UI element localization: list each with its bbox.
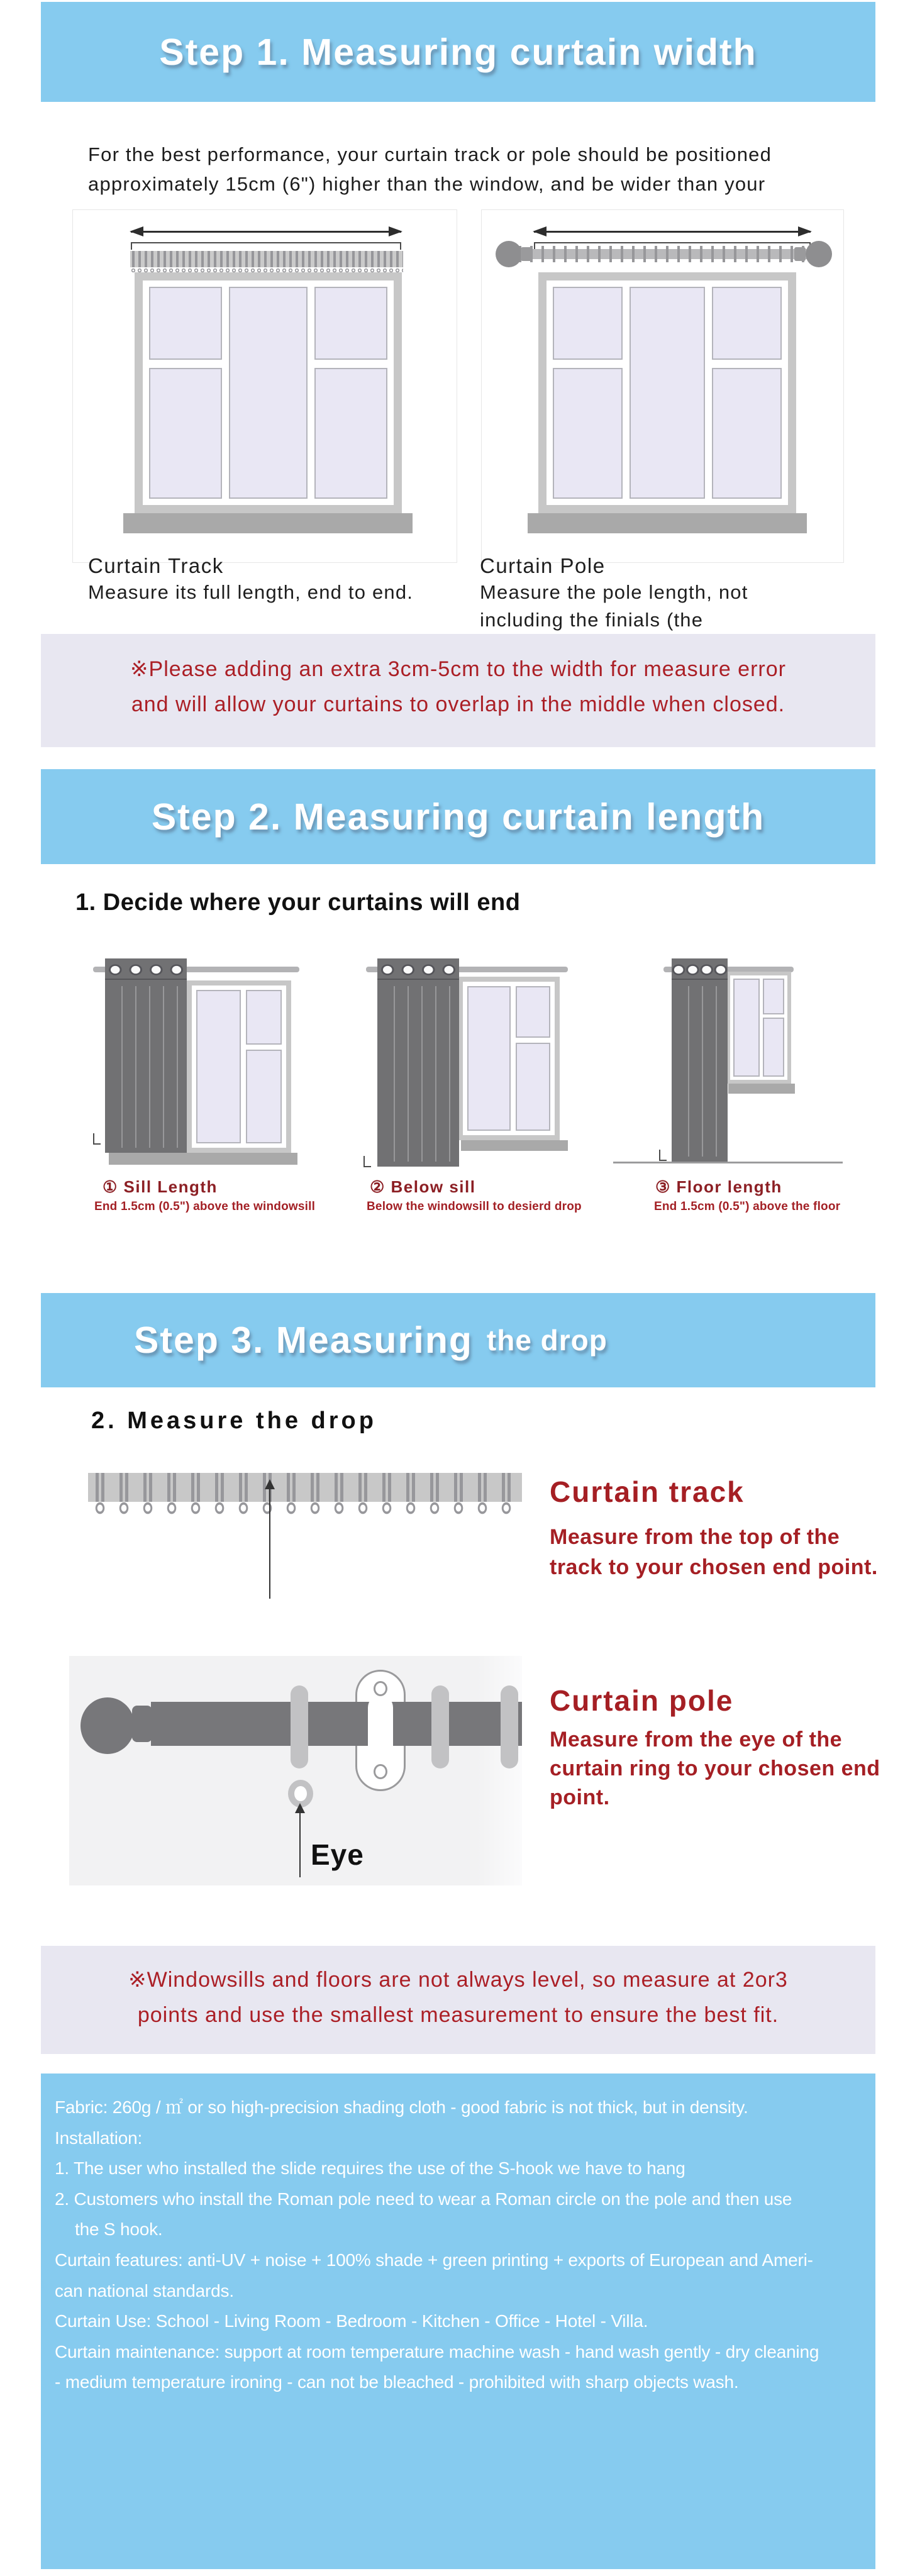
level-note-line2: points and use the smallest measurement to ensure the best fit. <box>137 2003 779 2027</box>
window-pane <box>553 368 623 499</box>
step2-banner <box>41 769 875 864</box>
option1-label: ① Sill Length <box>103 1177 218 1196</box>
window-pane <box>516 1043 550 1131</box>
info-line: Fabric: 260g / ㎡ or so high-precision shading cloth - good fabric is not thick, but in density. <box>55 2097 748 2117</box>
width-note <box>41 634 875 747</box>
option2-label: ② Below sill <box>370 1177 476 1196</box>
window-pane <box>712 287 782 360</box>
window-pane <box>712 368 782 499</box>
curtain-ring <box>291 1685 308 1768</box>
window-pane <box>196 990 241 1143</box>
curtain-ring <box>501 1685 518 1768</box>
width-arrow-icon <box>131 231 401 233</box>
step3-banner <box>41 1293 875 1387</box>
pole-drop-line1: Measure from the eye of the <box>550 1728 843 1752</box>
curtain-panel <box>377 958 459 1167</box>
window-pane <box>149 287 222 360</box>
pole-caption-line1: Measure the pole length, not <box>480 581 748 603</box>
eye-label: Eye <box>311 1838 364 1871</box>
drop-arrow-icon <box>269 1480 270 1599</box>
step3-heading: 2. Measure the drop <box>91 1407 377 1434</box>
track-drop-title: Curtain track <box>550 1475 745 1508</box>
step1-banner <box>41 2 875 102</box>
eye-arrow-icon <box>299 1804 301 1877</box>
window-pane <box>246 1050 282 1143</box>
track-drop-line2: track to your chosen end point. <box>550 1555 878 1579</box>
step1-banner-title: Step 1. Measuring curtain width <box>159 31 757 73</box>
window-pane <box>553 287 623 360</box>
track-drop-line1: Measure from the top of the <box>550 1525 840 1549</box>
measure-mark-icon <box>659 1150 667 1161</box>
pole-finial-collar <box>132 1706 152 1742</box>
option1-sub: End 1.5cm (0.5") above the windowsill <box>94 1200 316 1213</box>
window-pane <box>733 979 760 1077</box>
step3-banner-subtitle: the drop <box>486 1324 608 1357</box>
option3-label: ③ Floor length <box>655 1177 782 1196</box>
option3-sub: End 1.5cm (0.5") above the floor <box>654 1200 841 1213</box>
info-line: Installation: <box>55 2128 143 2148</box>
curtain-grommets <box>105 961 187 980</box>
pole-caption-line2: including the finials (the <box>480 609 704 631</box>
curtain-track-strip <box>130 251 403 267</box>
level-note-line1: ※Windowsills and floors are not always level, so measure at 2or3 <box>128 1968 788 1992</box>
pole-drop-line3: point. <box>550 1785 610 1809</box>
step1-intro <box>88 140 868 199</box>
info-line: can national standards. <box>55 2280 234 2301</box>
window-pane <box>314 287 387 360</box>
pole-bracket-hole <box>374 1764 387 1779</box>
window-pane <box>467 986 511 1131</box>
pole-finial-left <box>496 241 522 267</box>
window-sill <box>123 513 413 533</box>
step1-intro-line1: For the best performance, your curtain track or pole should be positioned <box>88 143 772 165</box>
curtain-track-strip <box>88 1473 522 1502</box>
window-pane <box>763 979 784 1014</box>
pole-caption-title: Curtain Pole <box>480 554 606 577</box>
curtain-panel <box>105 958 187 1153</box>
window-pane <box>314 368 387 499</box>
width-note-line1: ※Please adding an extra 3cm-5cm to the width for measure error <box>130 657 786 681</box>
level-note <box>41 1946 875 2054</box>
curtain-ring <box>431 1685 449 1768</box>
curtain-pole-bar <box>151 1702 522 1746</box>
window-pane <box>149 368 222 499</box>
pole-drop-title: Curtain pole <box>550 1684 734 1717</box>
info-line: 1. The user who installed the slide requires the use of the S-hook we have to hang <box>55 2158 685 2179</box>
step2-banner-title: Step 2. Measuring curtain length <box>151 796 765 838</box>
product-info-box <box>41 2074 875 2569</box>
window-pane <box>516 986 550 1038</box>
pole-finial-collar <box>794 247 806 261</box>
track-eyelets <box>88 1502 522 1514</box>
info-line: Curtain Use: School - Living Room - Bedroom - Kitchen - Office - Hotel - Villa. <box>55 2311 648 2331</box>
measure-bracket-icon <box>131 242 401 251</box>
pole-bracket-hole <box>374 1681 387 1696</box>
curtain-grommets <box>377 961 459 980</box>
window-illustration <box>458 977 560 1140</box>
info-line: Curtain features: anti-UV + noise + 100% shade + green printing + exports of European and Ameri- <box>55 2250 813 2270</box>
window-pane <box>246 990 282 1045</box>
window-pane <box>763 1018 784 1077</box>
info-line: Curtain maintenance: support at room temperature machine wash - hand wash gently - dry cleaning <box>55 2341 819 2362</box>
track-caption-line: Measure its full length, end to end. <box>88 581 414 603</box>
info-line: 2. Customers who install the Roman pole need to wear a Roman circle on the pole and then use <box>55 2189 792 2209</box>
track-caption-title: Curtain Track <box>88 554 224 577</box>
window-pane <box>630 287 705 499</box>
window-sill <box>528 513 807 533</box>
curtain-pole-illustration <box>481 209 844 563</box>
pole-drop-line2: curtain ring to your chosen end <box>550 1757 880 1780</box>
curtain-pole-eye-illustration <box>69 1656 522 1885</box>
curtain-folds <box>109 986 183 1148</box>
step1-intro-line2: approximately 15cm (6") higher than the window, and be wider than your <box>88 173 766 195</box>
curtain-folds <box>381 986 455 1162</box>
curtain-pole-bar <box>510 246 815 262</box>
curtain-grommets <box>672 961 728 980</box>
window-illustration <box>538 272 796 513</box>
pole-finial <box>80 1697 135 1754</box>
window-sill <box>728 1084 795 1094</box>
step2-heading: 1. Decide where your curtains will end <box>75 889 521 916</box>
curtain-folds <box>675 986 724 1157</box>
window-illustration <box>187 980 291 1153</box>
info-line: the S hook. <box>75 2219 163 2240</box>
curtain-track-illustration <box>72 209 457 563</box>
window-illustration <box>135 272 402 513</box>
measure-mark-icon <box>93 1133 101 1145</box>
floor-line <box>613 1162 843 1163</box>
measure-mark-icon <box>363 1156 371 1167</box>
window-sill <box>109 1153 297 1165</box>
pole-bracket-slot <box>368 1695 393 1765</box>
width-arrow-icon <box>534 231 811 233</box>
option2-sub: Below the windowsill to desierd drop <box>367 1200 582 1213</box>
width-note-line2: and will allow your curtains to overlap in the middle when closed. <box>131 692 785 716</box>
window-pane <box>229 287 308 499</box>
pole-finial-collar <box>521 247 532 261</box>
pole-finial-right <box>806 241 832 267</box>
info-line: - medium temperature ironing - can not be bleached - prohibited with sharp objects wash. <box>55 2372 739 2392</box>
step3-banner-title: Step 3. Measuring <box>134 1319 473 1361</box>
window-illustration <box>726 972 791 1084</box>
curtain-panel <box>672 958 728 1162</box>
window-sill <box>461 1140 568 1151</box>
